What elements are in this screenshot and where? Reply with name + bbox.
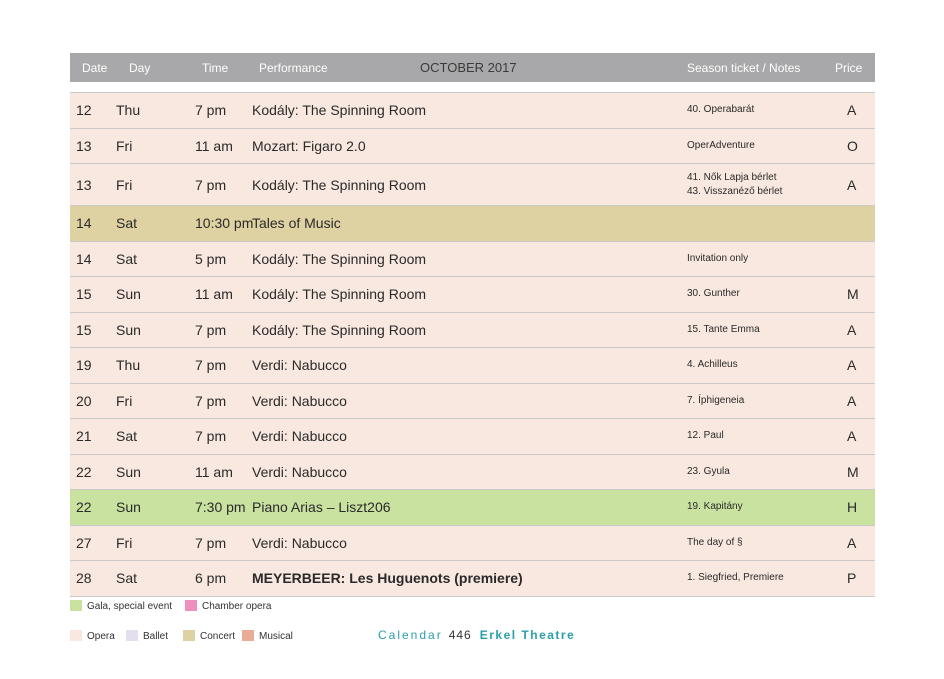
cell-date: 22 [76, 499, 92, 516]
legend-chamber [185, 600, 271, 612]
cell-price: O [847, 137, 858, 154]
cell-price: A [847, 102, 857, 119]
cell-notes [687, 571, 784, 585]
note-line: 40. Operabarát [687, 104, 755, 116]
note-line: The day of § [687, 536, 743, 548]
cell-date: 28 [76, 570, 92, 587]
cell-date: 21 [76, 428, 92, 445]
cell-day: Fri [116, 137, 133, 154]
note-line: 15. Tante Emma [687, 323, 760, 335]
cell-performance: Kodály: The Spinning Room [252, 321, 427, 338]
note-line: 7. Íphigeneia [687, 394, 745, 406]
cell-day: Fri [116, 176, 133, 193]
legend-concert-swatch [183, 630, 195, 641]
page-number: 446 [448, 628, 472, 642]
legend-opera [70, 630, 115, 642]
cell-price: H [847, 499, 858, 516]
cell-price: A [847, 321, 857, 338]
cell-date: 27 [76, 534, 92, 551]
note-line: 12. Paul [687, 430, 724, 442]
header-date: Date [82, 61, 108, 75]
cell-date: 14 [76, 215, 92, 232]
header-spacer [70, 82, 875, 93]
cell-day: Fri [116, 392, 133, 409]
cell-day: Sat [116, 250, 138, 267]
cell-notes [687, 139, 755, 153]
cell-day: Sun [116, 321, 141, 338]
cell-day: Sun [116, 463, 141, 480]
cell-day: Sun [116, 499, 141, 516]
cell-time: 5 pm [195, 250, 227, 267]
header-notes: Season ticket / Notes [687, 61, 801, 75]
legend-musical-label: Musical [259, 631, 293, 642]
cell-day: Thu [116, 357, 141, 374]
table-body [70, 93, 875, 597]
legend-opera-label: Opera [87, 631, 115, 642]
header-performance: Performance [259, 61, 328, 75]
cell-day: Fri [116, 534, 133, 551]
note-line: 4. Achilleus [687, 359, 738, 371]
cell-notes [687, 358, 738, 372]
cell-date: 13 [76, 137, 92, 154]
cell-time: 6 pm [195, 570, 227, 587]
cell-date: 20 [76, 392, 92, 409]
cell-price: A [847, 176, 857, 193]
note-line: 19. Kapitány [687, 501, 743, 513]
cell-price: M [847, 463, 859, 480]
cell-time: 11 am [195, 137, 233, 154]
legend-concert-label: Concert [200, 631, 236, 642]
cell-notes [687, 536, 743, 550]
legend-musical [242, 630, 293, 642]
month-title: OCTOBER 2017 [420, 60, 517, 75]
cell-price: P [847, 570, 857, 587]
cell-notes [687, 323, 760, 337]
table-row [70, 277, 875, 313]
cell-price: M [847, 286, 859, 303]
cell-time: 7 pm [195, 428, 227, 445]
cell-date: 15 [76, 286, 92, 303]
cell-date: 15 [76, 321, 92, 338]
footer-calendar: Calendar [378, 628, 443, 642]
legend-musical-swatch [242, 630, 254, 641]
cell-notes [687, 500, 743, 514]
legend-opera-swatch [70, 630, 82, 641]
cell-performance: Kodály: The Spinning Room [252, 286, 427, 303]
table-row [70, 455, 875, 491]
cell-notes [687, 171, 782, 199]
table-row [70, 348, 875, 384]
cell-day: Sat [116, 215, 138, 232]
note-line: 23. Gyula [687, 465, 730, 477]
cell-date: 13 [76, 176, 92, 193]
cell-price: A [847, 392, 857, 409]
note-line: 41. Nők Lapja bérlet [687, 171, 777, 183]
legend-gala-swatch [70, 600, 82, 611]
cell-date: 22 [76, 463, 92, 480]
cell-performance: Verdi: Nabucco [252, 428, 347, 445]
table-row [70, 164, 875, 206]
cell-performance: Verdi: Nabucco [252, 357, 347, 374]
cell-time: 11 am [195, 463, 233, 480]
cell-time: 7 pm [195, 176, 227, 193]
table-row [70, 129, 875, 165]
cell-notes [687, 287, 740, 301]
cell-time: 10:30 pm [195, 215, 254, 232]
cell-performance: Kodály: The Spinning Room [252, 102, 427, 119]
cell-performance: Verdi: Nabucco [252, 463, 347, 480]
legend-chamber-label: Chamber opera [202, 601, 272, 612]
cell-performance: MEYERBEER: Les Huguenots (premiere) [252, 570, 523, 587]
cell-date: 14 [76, 250, 92, 267]
cell-performance: Piano Arias – Liszt206 [252, 499, 391, 516]
cell-notes [687, 252, 748, 266]
cell-time: 7 pm [195, 102, 227, 119]
header-price: Price [835, 61, 863, 75]
cell-time: 7 pm [195, 534, 227, 551]
cell-performance: Verdi: Nabucco [252, 534, 347, 551]
schedule-table [70, 53, 875, 597]
cell-time: 7 pm [195, 321, 227, 338]
legend-ballet-swatch [126, 630, 138, 641]
cell-price: A [847, 357, 857, 374]
cell-day: Sat [116, 570, 138, 587]
cell-time: 7 pm [195, 392, 227, 409]
table-row [70, 419, 875, 455]
cell-time: 7 pm [195, 357, 227, 374]
cell-performance: Tales of Music [252, 215, 341, 232]
cell-performance: Mozart: Figaro 2.0 [252, 137, 366, 154]
header-time: Time [202, 61, 229, 75]
note-line: 43. Visszanéző bérlet [687, 185, 783, 197]
cell-date: 19 [76, 357, 92, 374]
cell-notes [687, 429, 724, 443]
cell-notes [687, 465, 730, 479]
note-line: 30. Gunther [687, 288, 740, 300]
table-row [70, 526, 875, 562]
cell-date: 12 [76, 102, 92, 119]
table-row [70, 561, 875, 597]
legend-ballet [126, 630, 168, 642]
cell-day: Sat [116, 428, 138, 445]
cell-time: 11 am [195, 286, 233, 303]
cell-price: A [847, 428, 857, 445]
cell-notes [687, 103, 754, 117]
table-row [70, 313, 875, 349]
cell-performance: Kodály: The Spinning Room [252, 250, 427, 267]
legend-chamber-swatch [185, 600, 197, 611]
legend-gala-label: Gala, special event [87, 601, 173, 612]
table-row [70, 93, 875, 129]
cell-time: 7:30 pm [195, 499, 246, 516]
note-line: Invitation only [687, 252, 749, 264]
table-row [70, 206, 875, 242]
cell-price: A [847, 534, 857, 551]
cell-notes [687, 394, 744, 408]
legend-concert [183, 630, 235, 642]
legend-ballet-label: Ballet [143, 631, 169, 642]
table-row [70, 384, 875, 420]
cell-performance: Verdi: Nabucco [252, 392, 347, 409]
cell-day: Thu [116, 102, 141, 119]
cell-day: Sun [116, 286, 141, 303]
table-row [70, 242, 875, 278]
note-line: 1. Siegfried, Premiere [687, 572, 784, 584]
table-header [70, 53, 875, 82]
table-row [70, 490, 875, 526]
cell-performance: Kodály: The Spinning Room [252, 176, 427, 193]
page-footer [378, 628, 575, 642]
legend-gala [70, 600, 172, 612]
note-line: OperAdventure [687, 139, 755, 151]
footer-theatre: Erkel Theatre [479, 628, 576, 642]
header-day: Day [129, 61, 151, 75]
